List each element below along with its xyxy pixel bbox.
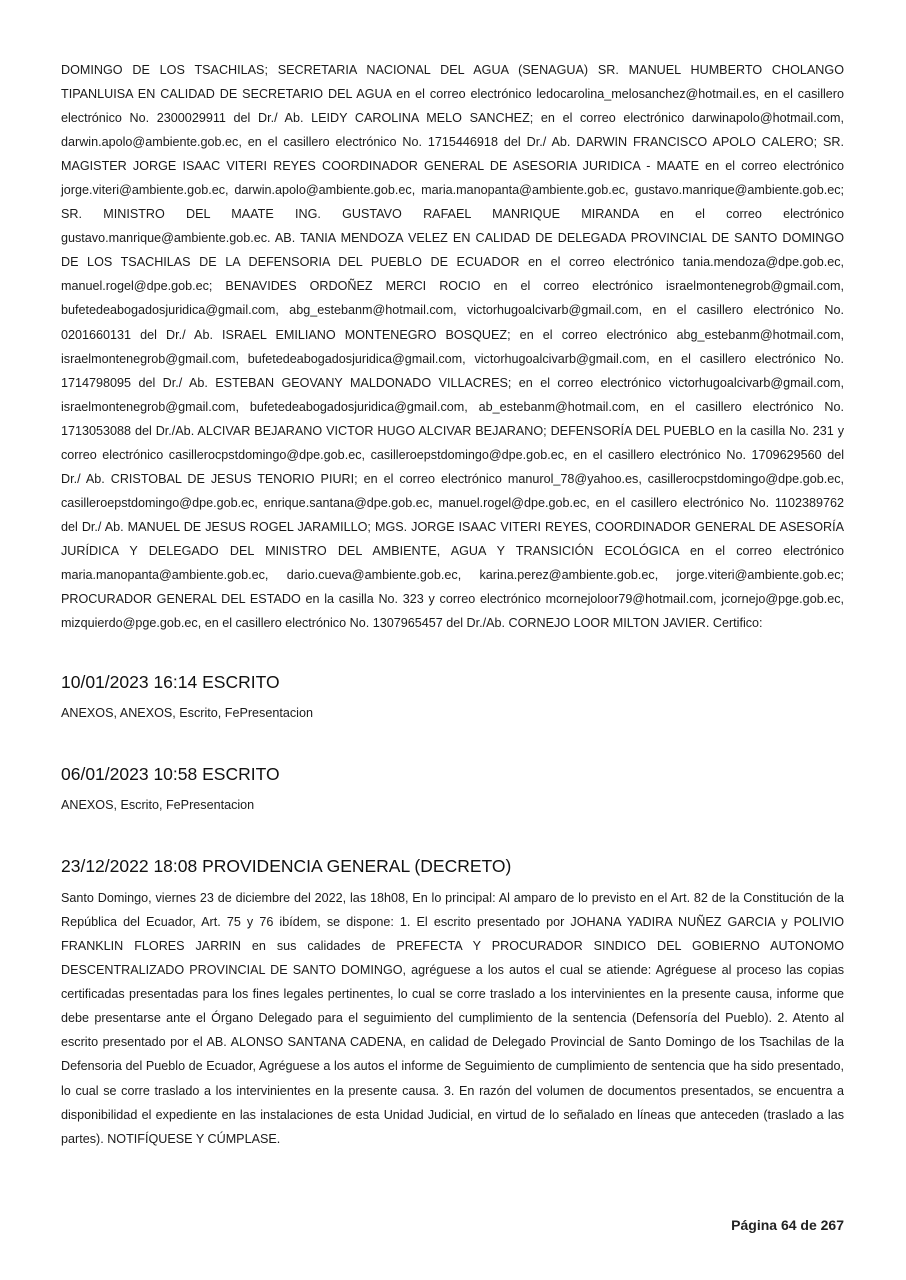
entry-body: Santo Domingo, viernes 23 de diciembre del 2022, las 18h08, En lo principal: Al amparo de lo previsto en el Art. 82 de la Constitución de la República del Ecuador, Art. 75 y 76 ibídem, se dispone: 1. El escrito presentado por JOHANA YADIRA NUÑEZ GARCIA y POLIVIO FRANKLIN FLORES JARRIN en sus calidades de PREFECTA Y PROCURADOR SINDICO DEL GOBIERNO AUTONOMO DESCENTRALIZADO PROVINCIAL DE SANTO DOMINGO, agréguese a los autos el cual se atiende: Agréguese al proceso las copias certificadas presentadas para los fines legales pertinentes, lo cual se corre traslado a los intervinientes en la presente causa, informe que debe presentarse ante el Órgano Delegado para el seguimiento del cumplimiento de la sentencia (Defensoría del Pueblo). 2. Atento al escrito presentado por el AB. ALONSO SANTANA CADENA, en calidad de Delegado Provincial de Santo Domingo de los Tsachilas de la Defensoria del Pueblo de Ecuador, Agréguese a los autos el informe de Seguimiento de cumplimiento de sentencia que ha sido presentado, lo cual se corre traslado a los intervinientes en la presente causa. 3. En razón del volumen de documentos presentados, se encuentra a disponibilidad el expediente en las instalaciones de esta Unidad Judicial, en virtud de lo señalado en líneas que anteceden (traslado a las partes). NOTIFÍQUESE Y CÚMPLASE.: [61, 891, 844, 1146]
document-page: [61, 58, 844, 1151]
entry-heading: 06/01/2023 10:58 ESCRITO: [61, 764, 280, 785]
entry-attachments: ANEXOS, ANEXOS, Escrito, FePresentacion: [61, 706, 313, 721]
entry-heading: 23/12/2022 18:08 PROVIDENCIA GENERAL (DECRETO): [61, 856, 512, 877]
notification-paragraph: DOMINGO DE LOS TSACHILAS; SECRETARIA NACIONAL DEL AGUA (SENAGUA) SR. MANUEL HUMBERTO CHOLANGO TIPANLUISA EN CALIDAD DE SECRETARIO DEL AGUA en el correo electrónico ledocarolina_melosanchez@hotmail.es, en el casillero electrónico No. 2300029911 del Dr./ Ab. LEIDY CAROLINA MELO SANCHEZ; en el correo electrónico darwinapolo@hotmail.com, darwin.apolo@ambiente.gob.ec, en el casillero electrónico No. 1715446918 del Dr./ Ab. DARWIN FRANCISCO APOLO CALERO; SR. MAGISTER JORGE ISAAC VITERI REYES COORDINADOR GENERAL DE ASESORIA JURIDICA - MAATE en el correo electrónico jorge.viteri@ambiente.gob.ec, darwin.apolo@ambiente.gob.ec, maria.manopanta@ambiente.gob.ec, gustavo.manrique@ambiente.gob.ec; SR. MINISTRO DEL MAATE ING. GUSTAVO RAFAEL MANRIQUE MIRANDA en el correo electrónico gustavo.manrique@ambiente.gob.ec. AB. TANIA MENDOZA VELEZ EN CALIDAD DE DELEGADA PROVINCIAL DE SANTO DOMINGO DE LOS TSACHILAS DE LA DEFENSORIA DEL PUEBLO DE ECUADOR en el correo electrónico tania.mendoza@dpe.gob.ec, manuel.rogel@dpe.gob.ec; BENAVIDES ORDOÑEZ MERCI ROCIO en el correo electrónico israelmontenegrob@gmail.com, bufetedeabogadosjuridica@gmail.com, abg_estebanm@hotmail.com, victorhugoalcivarb@gmail.com, en el casillero electrónico No. 0201660131 del Dr./ Ab. ISRAEL EMILIANO MONTENEGRO BOSQUEZ; en el correo electrónico abg_estebanm@hotmail.com, israelmontenegrob@gmail.com, bufetedeabogadosjuridica@gmail.com, victorhugoalcivarb@gmail.com, en el casillero electrónico No. 1714798095 del Dr./ Ab. ESTEBAN GEOVANY MALDONADO VILLACRES; en el correo electrónico victorhugoalcivarb@gmail.com, israelmontenegrob@gmail.com, bufetedeabogadosjuridica@gmail.com, ab_estebanm@hotmail.com, en el casillero electrónico No. 1713053088 del Dr./Ab. ALCIVAR BEJARANO VICTOR HUGO ALCIVAR BEJARANO; DEFENSORÍA DEL PUEBLO en la casilla No. 231 y correo electrónico casillerocpstdomingo@dpe.gob.ec, casilleroepstdomingo@dpe.gob.ec, en el casillero electrónico No. 1709629560 del Dr./ Ab. CRISTOBAL DE JESUS TENORIO PIURI; en el correo electrónico manurol_78@yahoo.es, casillerocpstdomingo@dpe.gob.ec, casilleroepstdomingo@dpe.gob.ec, enrique.santana@dpe.gob.ec, manuel.rogel@dpe.gob.ec, en el casillero electrónico No. 1102389762 del Dr./ Ab. MANUEL DE JESUS ROGEL JARAMILLO; MGS. JORGE ISAAC VITERI REYES, COORDINADOR GENERAL DE ASESORÍA JURÍDICA Y DELEGADO DEL MINISTRO DEL AMBIENTE, AGUA Y TRANSICIÓN ECOLÓGICA en el correo electrónico maria.manopanta@ambiente.gob.ec, dario.cueva@ambiente.gob.ec, karina.perez@ambiente.gob.ec, jorge.viteri@ambiente.gob.ec; PROCURADOR GENERAL DEL ESTADO en la casilla No. 323 y correo electrónico mcornejoloor79@hotmail.com, jcornejo@pge.gob.ec, mizquierdo@pge.gob.ec, en el casillero electrónico No. 1307965457 del Dr./Ab. CORNEJO LOOR MILTON JAVIER. Certifico:: [61, 63, 844, 631]
entry-heading: 10/01/2023 16:14 ESCRITO: [61, 672, 280, 693]
page-number: Página 64 de 267: [731, 1217, 844, 1233]
entry-attachments: ANEXOS, Escrito, FePresentacion: [61, 798, 255, 813]
